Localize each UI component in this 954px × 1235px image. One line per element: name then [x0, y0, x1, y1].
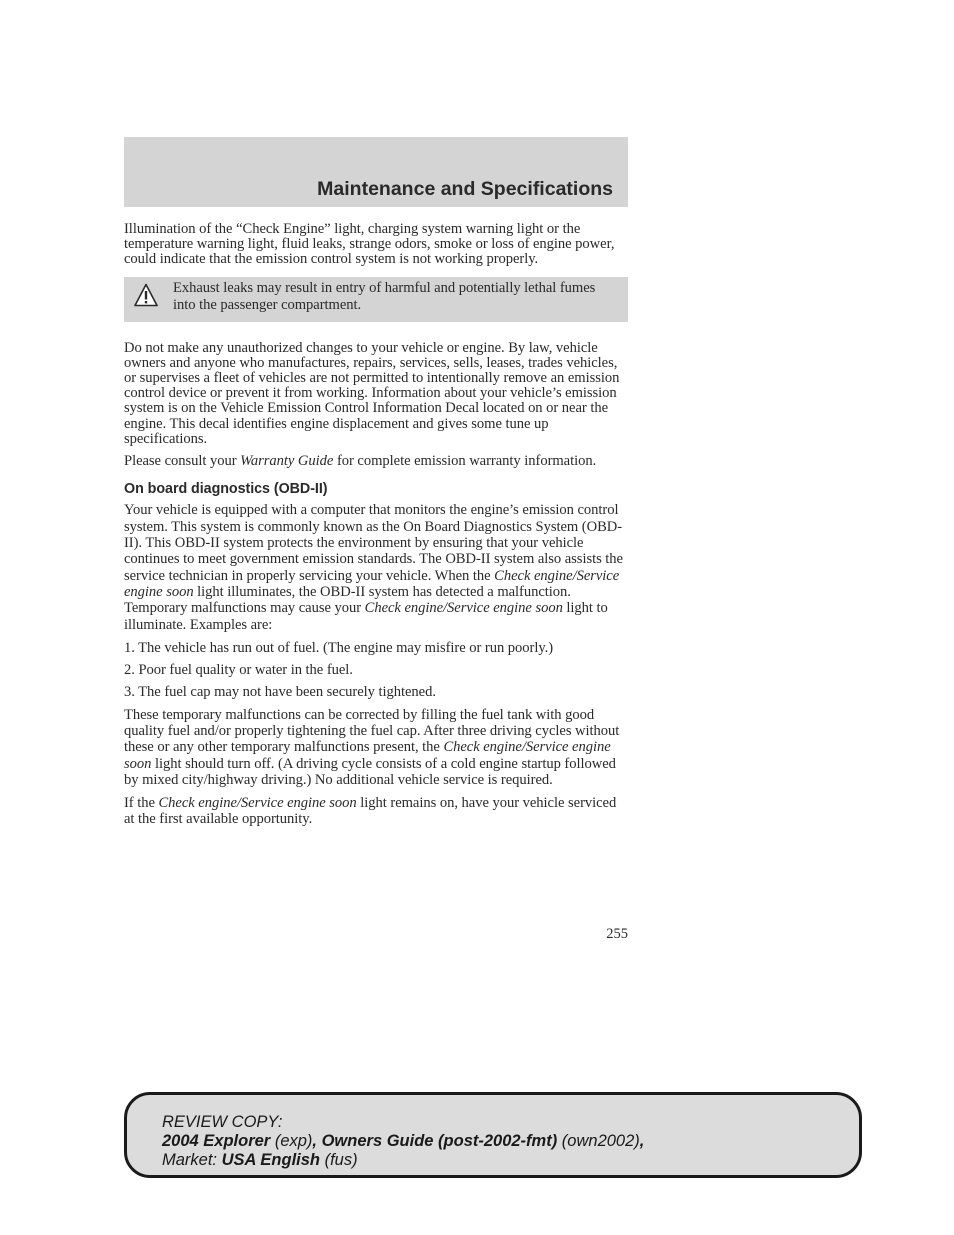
warranty-paragraph [124, 454, 628, 469]
warranty-guide-title: Warranty Guide [240, 453, 334, 470]
warning-triangle-icon [134, 283, 158, 307]
review-separator: , [639, 1132, 645, 1150]
review-copy-label: REVIEW COPY: [162, 1113, 283, 1131]
obd-paragraph-3 [124, 795, 628, 828]
obd-examples-list [124, 640, 628, 701]
review-guide-code: (own2002) [557, 1132, 640, 1150]
obd-p2-light-name: Check engine/Service engine soon [124, 739, 611, 772]
review-copy-text [162, 1113, 644, 1170]
list-item: 2. Poor fuel quality or water in the fuel. [124, 662, 353, 679]
obd-heading: On board diagnostics (OBD-II) [124, 481, 328, 498]
list-item: 1. The vehicle has run out of fuel. (The engine may misfire or run poorly.) [124, 639, 554, 656]
obd-p2-text-a: These temporary malfunctions can be corrected by filling the fuel tank with good quality fuel and/or properly tightening the fuel cap. After three driving cycles without these or any other temporary malfunctions present, the [124, 706, 620, 756]
obd-p1-light-name-2: Check engine/Service engine soon [364, 600, 563, 617]
obd-p3-text-b: light remains on, have your vehicle serviced at the first available opportunity. [124, 795, 617, 828]
review-market-code: (fus) [320, 1151, 358, 1169]
review-market-label: Market: [162, 1151, 222, 1169]
obd-p1-text-b: light illuminates, the OBD-II system has detected a malfunction. Temporary malfunctions may cause your [124, 583, 571, 617]
review-model-code: (exp) [270, 1132, 313, 1150]
review-copy-box [124, 1092, 862, 1178]
review-model: 2004 Explorer [162, 1132, 271, 1150]
obd-p1-text-a: Your vehicle is equipped with a computer that monitors the engine’s emission control system. This system is commonly known as the On Board Diagnostics System (OBD-II). This OBD-II system protects the environment by ensuring that your vehicle continues to meet government emission standards. The OBD-II system also assists the service technician in properly servicing your vehicle. When the [124, 502, 623, 584]
obd-p1-light-name-1: Check engine/Service engine soon [124, 567, 620, 600]
obd-p1-text-c: light to illuminate. Examples are: [124, 600, 608, 633]
intro-paragraph: Illumination of the “Check Engine” light, charging system warning light or the temperature warning light, fluid leaks, strange odors, smoke or loss of engine power, could indicate that the emission control system is not working properly. [124, 221, 615, 268]
list-item: 3. The fuel cap may not have been securely tightened. [124, 684, 436, 701]
section-header-band [124, 137, 628, 207]
obd-p3-light-name: Check engine/Service engine soon [158, 795, 357, 812]
obd-p3-text-a: If the [124, 795, 159, 812]
review-separator: , [312, 1132, 322, 1150]
warranty-text-after: for complete emission warranty information. [333, 453, 597, 470]
page-content [124, 222, 628, 835]
review-market-line [162, 1151, 644, 1170]
warranty-text-before: Please consult your [124, 453, 241, 470]
warning-box [124, 277, 628, 322]
obd-p2-text-b: light should turn off. (A driving cycle consists of a cold engine startup followed by mixed city/highway driving.) No additional vehicle service is required. [124, 755, 616, 788]
unauthorized-changes-paragraph: Do not make any unauthorized changes to your vehicle or engine. By law, vehicle owners and anyone who manufactures, repairs, services, sells, leases, trades vehicles, or supervises a fleet of vehicles are not permitted to intentionally remove an emission control device or prevent it from working. Information about your vehicle’s emission system is on the Vehicle Emission Control Information Decal located on or near the engine. This decal identifies engine displacement and gives some tune up specifications. [124, 339, 620, 447]
obd-paragraph-2 [124, 707, 628, 788]
review-guide: Owners Guide (post-2002-fmt) [321, 1132, 558, 1150]
review-model-line [162, 1132, 644, 1151]
section-title: Maintenance and Specifications [317, 178, 613, 200]
obd-paragraph-1 [124, 502, 628, 632]
warning-text: Exhaust leaks may result in entry of harmful and potentially lethal fumes into the passenger compartment. [173, 279, 596, 313]
page-number: 255 [606, 926, 628, 942]
review-market: USA English [221, 1151, 321, 1169]
